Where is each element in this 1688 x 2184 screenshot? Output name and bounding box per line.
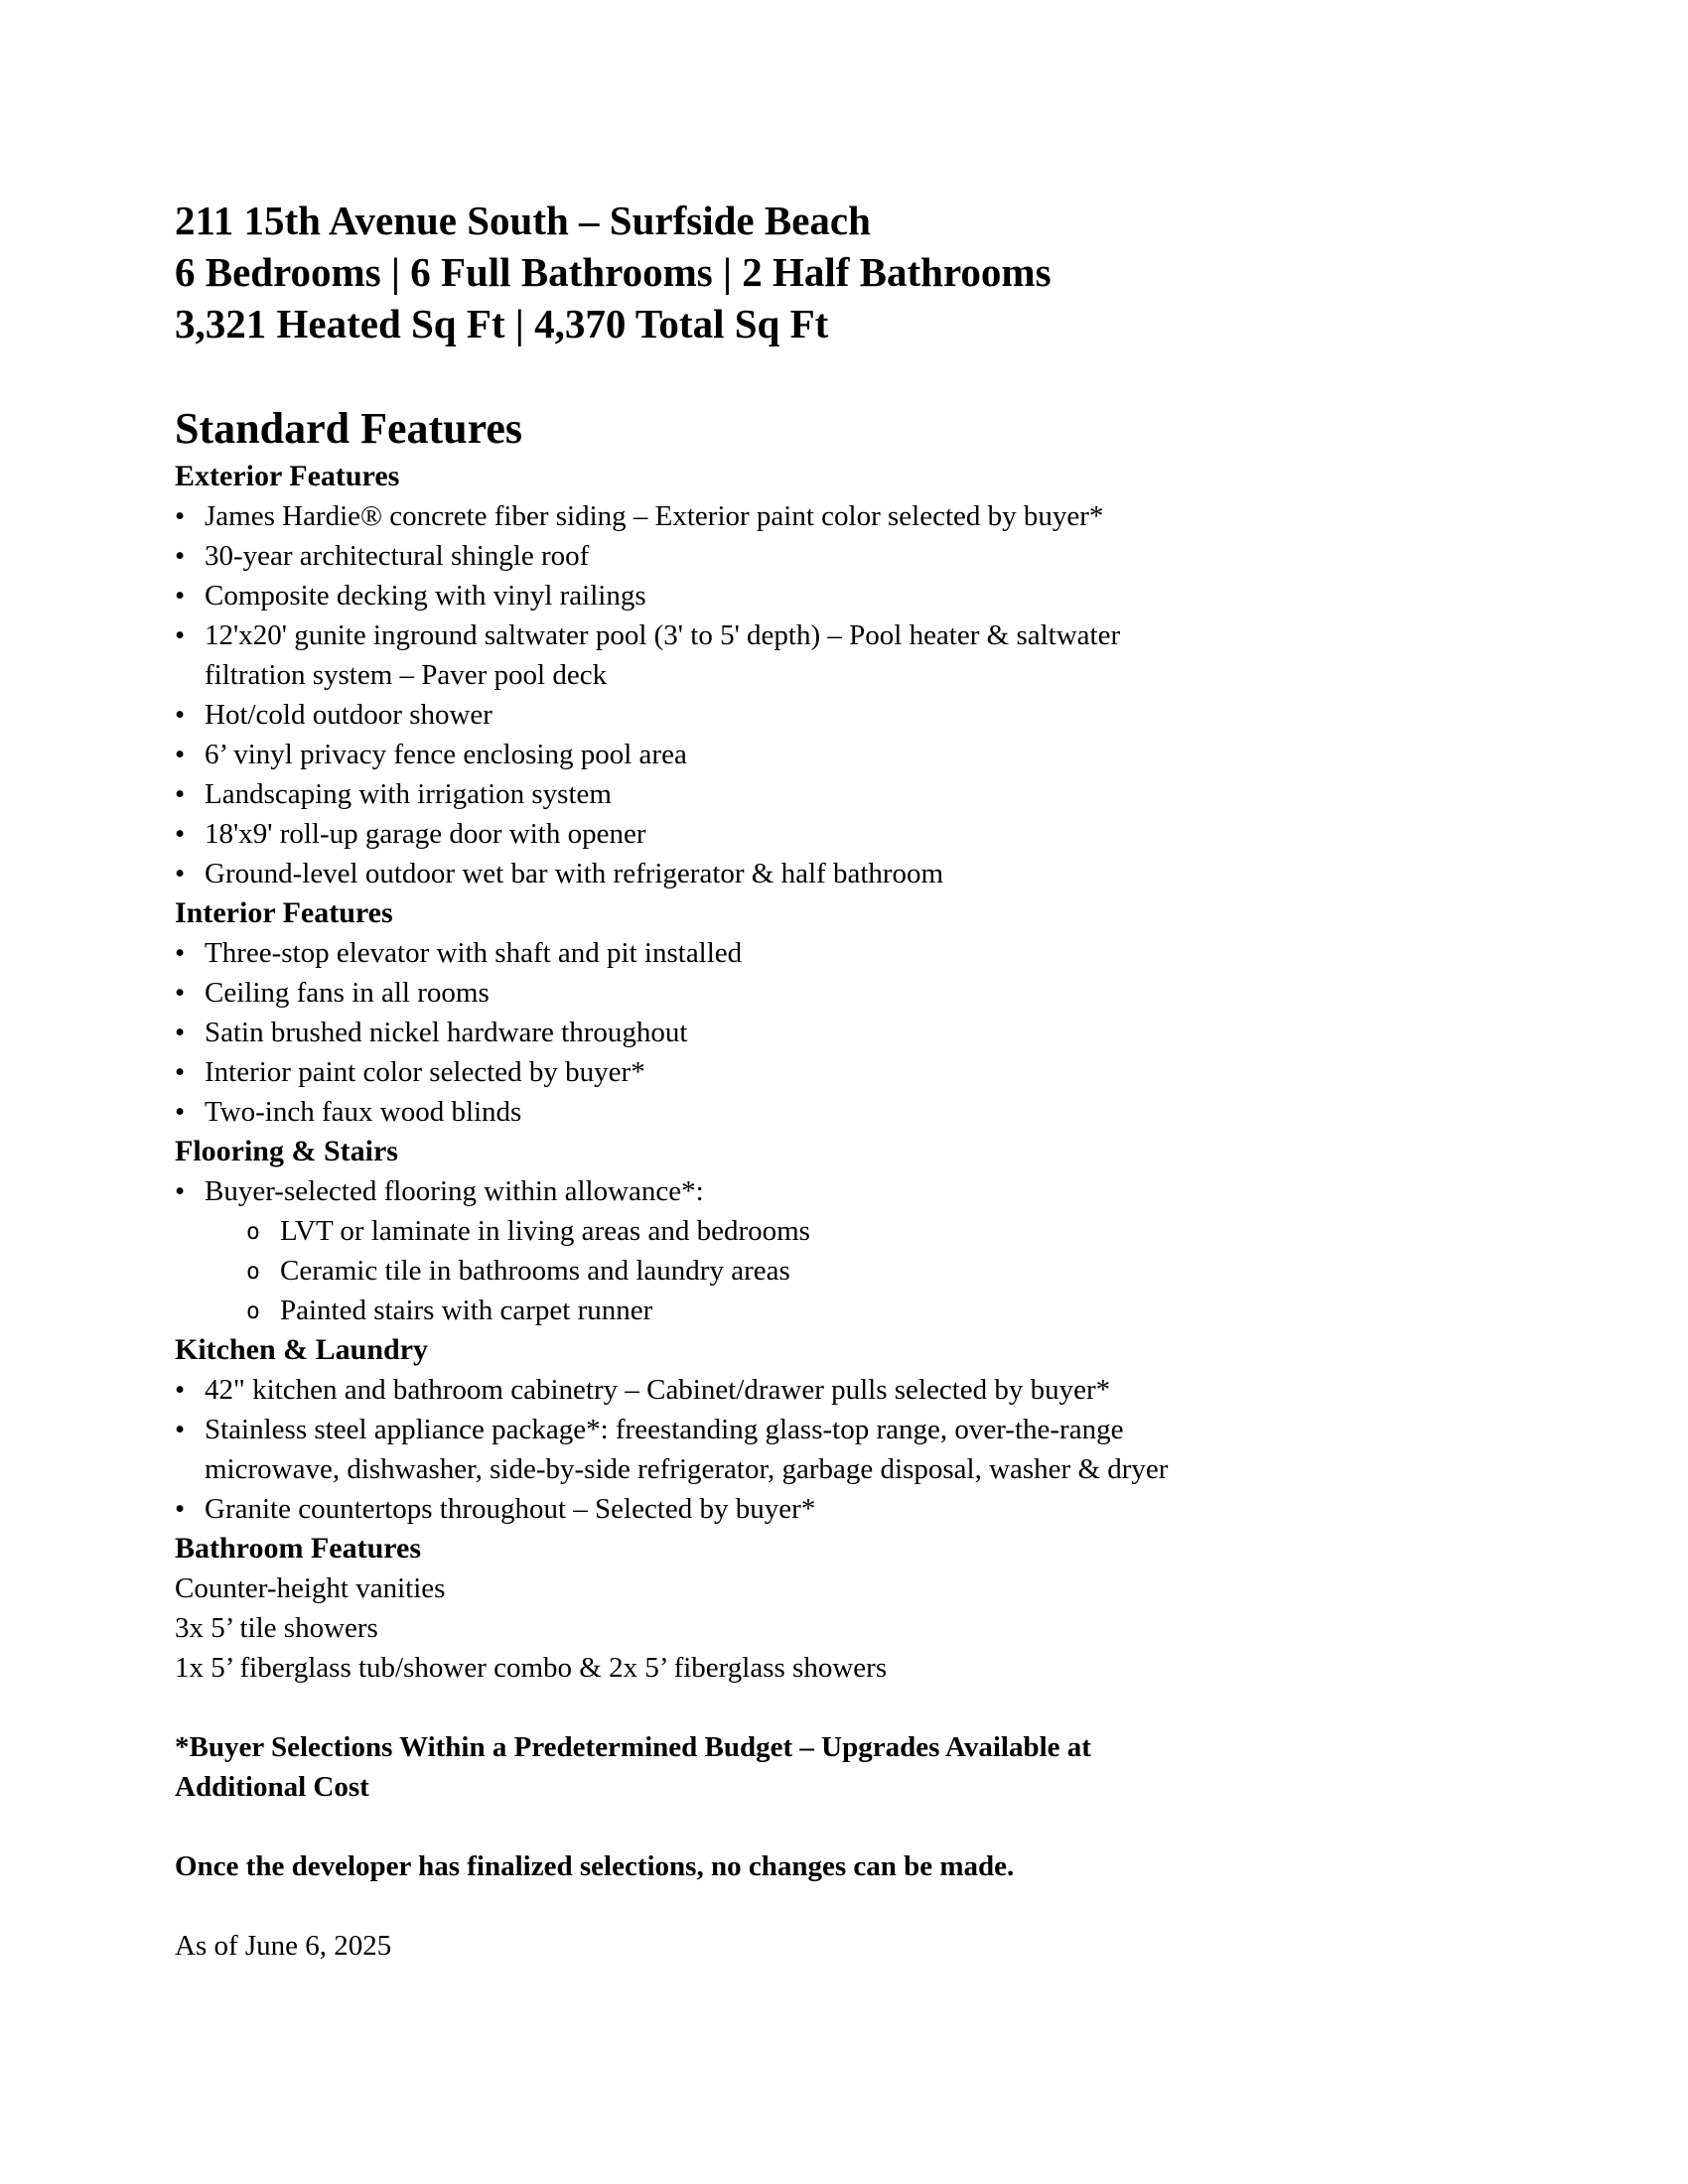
text-line: 42" kitchen and bathroom cabinetry – Cabinet/drawer pulls selected by buyer* [205,1374,1111,1406]
bullet-marker: • [175,977,186,1009]
text-line: 18'x9' roll-up garage door with opener [205,818,646,850]
bullet-marker: • [175,937,186,969]
text-line: Landscaping with irrigation system [205,778,612,810]
bullet-marker: • [175,1493,186,1525]
text-line: 30-year architectural shingle roof [205,540,590,572]
bullet-item [175,1171,1529,1211]
bullet-item [175,576,1529,615]
bullet-item [175,536,1529,576]
text-line: Interior paint color selected by buyer* [205,1056,645,1088]
bullet-text [205,854,1529,893]
feature-line: 1x 5’ fiberglass tub/shower combo & 2x 5’ fiberglass showers [175,1652,888,1684]
bullet-text [205,1410,1529,1489]
features-sections [175,457,1529,1688]
budget-note-line-1: *Buyer Selections Within a Predetermined Budget – Upgrades Available at [175,1731,1091,1763]
bullet-text [280,1211,1529,1251]
bullet-item [175,1410,1529,1489]
bullet-item [175,735,1529,774]
bullet-marker: • [175,778,186,810]
feature-line: 3x 5’ tile showers [175,1612,378,1644]
bullet-text [205,735,1529,774]
section-heading: Flooring & Stairs [175,1135,398,1167]
bullet-text [205,1171,1529,1211]
text-line: Hot/cold outdoor shower [205,699,492,731]
text-line: Buyer-selected flooring within allowance*: [205,1175,704,1207]
bullet-marker: • [175,1017,186,1048]
footnotes [175,1688,1529,1966]
section-heading: Interior Features [175,896,393,929]
bullet-text [205,973,1529,1013]
section-heading: Bathroom Features [175,1532,422,1565]
sub-bullet-item [175,1251,1529,1291]
bullet-item [175,496,1529,536]
bullet-marker: • [175,1414,186,1445]
as-of-date: As of June 6, 2025 [175,1930,392,1962]
sub-bullet-item [175,1291,1529,1330]
text-line: Ground-level outdoor wet bar with refrigerator & half bathroom [205,858,944,889]
bullet-item [175,1052,1529,1092]
bullet-item [175,1370,1529,1410]
standard-features-heading: Standard Features [175,404,522,453]
sub-bullet-marker: o [246,1219,260,1245]
bullet-item [175,695,1529,735]
bullet-text [205,536,1529,576]
sub-bullet-marker: o [246,1259,260,1285]
bullet-marker: • [175,1374,186,1406]
bullet-marker: • [175,1175,186,1207]
text-line: Ceramic tile in bathrooms and laundry areas [280,1255,790,1287]
text-line: Satin brushed nickel hardware throughout [205,1017,688,1048]
bullet-marker: • [175,739,186,770]
bullet-item [175,615,1529,695]
property-rooms: 6 Bedrooms | 6 Full Bathrooms | 2 Half Bathrooms [175,249,1052,295]
bullet-marker: • [175,619,186,651]
sub-bullet-item [175,1211,1529,1251]
property-sqft: 3,321 Heated Sq Ft | 4,370 Total Sq Ft [175,301,829,346]
bullet-marker: • [175,1096,186,1128]
bullet-item [175,854,1529,893]
text-line: 6’ vinyl privacy fence enclosing pool area [205,739,687,770]
bullet-marker: • [175,858,186,889]
budget-note-line-2: Additional Cost [175,1771,369,1803]
bullet-text [280,1251,1529,1291]
section-heading: Exterior Features [175,460,400,492]
bullet-text [205,1013,1529,1052]
text-line: Composite decking with vinyl railings [205,580,646,612]
text-line: LVT or laminate in living areas and bedrooms [280,1215,810,1247]
text-line: James Hardie® concrete fiber siding – Exterior paint color selected by buyer* [205,500,1104,532]
bullet-text [205,774,1529,814]
blank-line [175,1886,1529,1926]
property-header [175,195,1529,349]
text-line: Three-stop elevator with shaft and pit installed [205,937,743,969]
text-line: Two-inch faux wood blinds [205,1096,522,1128]
bullet-text [280,1291,1529,1330]
blank-line [175,1807,1529,1846]
bullet-text [205,1052,1529,1092]
final-selections-note: Once the developer has finalized selections, no changes can be made. [175,1850,1015,1882]
bullet-item [175,973,1529,1013]
bullet-marker: • [175,580,186,612]
bullet-item [175,1489,1529,1529]
bullet-marker: • [175,1056,186,1088]
bullet-text [205,933,1529,973]
text-line: Granite countertops throughout – Selected by buyer* [205,1493,816,1525]
bullet-item [175,1013,1529,1052]
bullet-item [175,933,1529,973]
bullet-marker: • [175,500,186,532]
text-line: filtration system – Paver pool deck [205,659,608,691]
text-line: Stainless steel appliance package*: freestanding glass-top range, over-the-range [205,1414,1124,1445]
bullet-marker: • [175,699,186,731]
bullet-text [205,1489,1529,1529]
bullet-text [205,615,1529,695]
text-line: 12'x20' gunite inground saltwater pool (3' to 5' depth) – Pool heater & saltwater [205,619,1121,651]
bullet-text [205,576,1529,615]
text-line: Ceiling fans in all rooms [205,977,490,1009]
bullet-text [205,1370,1529,1410]
bullet-item [175,774,1529,814]
property-address: 211 15th Avenue South – Surfside Beach [175,198,871,243]
bullet-marker: • [175,540,186,572]
text-line: microwave, dishwasher, side-by-side refrigerator, garbage disposal, washer & dryer [205,1453,1169,1485]
blank-line [175,1688,1529,1727]
text-line: Painted stairs with carpet runner [280,1295,653,1326]
sub-bullet-marker: o [246,1298,260,1324]
bullet-marker: • [175,818,186,850]
feature-line: Counter-height vanities [175,1572,446,1604]
section-heading: Kitchen & Laundry [175,1333,429,1366]
bullet-text [205,496,1529,536]
bullet-text [205,814,1529,854]
bullet-item [175,814,1529,854]
bullet-item [175,1092,1529,1132]
bullet-text [205,695,1529,735]
bullet-text [205,1092,1529,1132]
